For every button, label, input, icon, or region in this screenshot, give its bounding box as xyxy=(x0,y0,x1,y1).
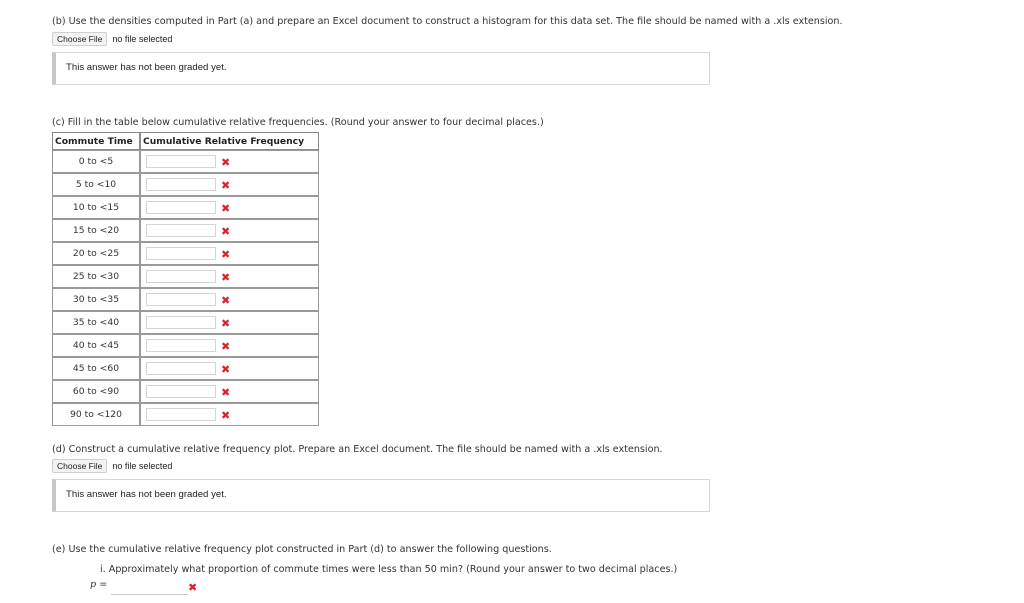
part-b-file-upload xyxy=(52,32,172,46)
table-row xyxy=(52,334,319,357)
answer-cell xyxy=(140,288,319,311)
p-variable: p xyxy=(90,579,97,590)
cumulative-frequency-input[interactable] xyxy=(146,224,216,237)
cumulative-frequency-input[interactable] xyxy=(146,362,216,375)
incorrect-icon: ✖ xyxy=(221,202,231,215)
table-row xyxy=(52,196,319,219)
answer-cell xyxy=(140,219,319,242)
p-equals: = xyxy=(96,579,108,590)
commute-time-cell: 40 to <45 xyxy=(52,334,140,357)
commute-time-cell: 20 to <25 xyxy=(52,242,140,265)
incorrect-icon: ✖ xyxy=(221,225,231,238)
incorrect-icon: ✖ xyxy=(221,248,231,261)
incorrect-icon: ✖ xyxy=(221,409,231,422)
part-d-file-upload xyxy=(52,459,172,473)
answer-cell xyxy=(140,150,319,173)
header-cumulative-relative-frequency: Cumulative Relative Frequency xyxy=(140,132,319,150)
answer-cell xyxy=(140,265,319,288)
commute-time-cell: 25 to <30 xyxy=(52,265,140,288)
cumulative-frequency-input[interactable] xyxy=(146,270,216,283)
cumulative-frequency-input[interactable] xyxy=(146,293,216,306)
answer-cell xyxy=(140,242,319,265)
cumulative-frequency-input[interactable] xyxy=(146,316,216,329)
commute-time-cell: 90 to <120 xyxy=(52,403,140,426)
cumulative-frequency-input[interactable] xyxy=(146,201,216,214)
part-b-prompt: (b) Use the densities computed in Part (a) and prepare an Excel document to construct a histogram for this data set. The file should be named with a .xls extension. xyxy=(52,16,843,27)
cumulative-frequency-table xyxy=(52,132,319,426)
cumulative-frequency-input[interactable] xyxy=(146,339,216,352)
part-e-prompt: (e) Use the cumulative relative frequency plot constructed in Part (d) to answer the following questions. xyxy=(52,544,552,555)
part-b-choose-file-button[interactable]: Choose File xyxy=(52,32,107,46)
p-answer-input[interactable] xyxy=(111,580,188,595)
incorrect-icon: ✖ xyxy=(221,386,231,399)
incorrect-icon: ✖ xyxy=(221,179,231,192)
table-body xyxy=(52,150,319,426)
cumulative-frequency-input[interactable] xyxy=(146,408,216,421)
p-label-row xyxy=(90,579,107,590)
part-b-file-status: no file selected xyxy=(112,34,173,44)
cumulative-frequency-input[interactable] xyxy=(146,155,216,168)
answer-cell xyxy=(140,196,319,219)
commute-time-cell: 5 to <10 xyxy=(52,173,140,196)
table-row xyxy=(52,173,319,196)
table-row xyxy=(52,288,319,311)
part-d-choose-file-button[interactable]: Choose File xyxy=(52,459,107,473)
cumulative-frequency-input[interactable] xyxy=(146,178,216,191)
table-row xyxy=(52,403,319,426)
answer-cell xyxy=(140,311,319,334)
table-row xyxy=(52,265,319,288)
incorrect-icon: ✖ xyxy=(221,317,231,330)
incorrect-icon: ✖ xyxy=(221,340,231,353)
commute-time-cell: 35 to <40 xyxy=(52,311,140,334)
part-d-graded-text: This answer has not been graded yet. xyxy=(66,489,227,500)
answer-cell xyxy=(140,334,319,357)
commute-time-cell: 0 to <5 xyxy=(52,150,140,173)
header-commute-time: Commute Time xyxy=(52,132,140,150)
table-row xyxy=(52,219,319,242)
incorrect-icon: ✖ xyxy=(221,271,231,284)
commute-time-cell: 10 to <15 xyxy=(52,196,140,219)
part-d-prompt: (d) Construct a cumulative relative frequency plot. Prepare an Excel document. The file should be named with a .xls extension. xyxy=(52,444,663,455)
incorrect-icon: ✖ xyxy=(221,294,231,307)
answer-cell xyxy=(140,357,319,380)
cumulative-frequency-input[interactable] xyxy=(146,385,216,398)
incorrect-icon: ✖ xyxy=(221,363,231,376)
p-incorrect-icon: ✖ xyxy=(188,581,198,594)
answer-cell xyxy=(140,403,319,426)
commute-time-cell: 30 to <35 xyxy=(52,288,140,311)
commute-time-cell: 15 to <20 xyxy=(52,219,140,242)
table-row xyxy=(52,357,319,380)
part-c-prompt: (c) Fill in the table below cumulative relative frequencies. (Round your answer to four decimal places.) xyxy=(52,117,544,128)
answer-cell xyxy=(140,380,319,403)
part-b-graded-text: This answer has not been graded yet. xyxy=(66,62,227,73)
commute-time-cell: 45 to <60 xyxy=(52,357,140,380)
table-row xyxy=(52,150,319,173)
part-e-question-i: i. Approximately what proportion of commute times were less than 50 min? (Round your answer to two decimal places.) xyxy=(100,564,678,575)
table-row xyxy=(52,380,319,403)
table-row xyxy=(52,311,319,334)
part-d-graded-notice xyxy=(52,479,710,512)
commute-time-cell: 60 to <90 xyxy=(52,380,140,403)
part-d-file-status: no file selected xyxy=(112,461,173,471)
cumulative-frequency-input[interactable] xyxy=(146,247,216,260)
incorrect-icon: ✖ xyxy=(221,156,231,169)
answer-cell xyxy=(140,173,319,196)
part-b-graded-notice xyxy=(52,52,710,85)
table-row xyxy=(52,242,319,265)
